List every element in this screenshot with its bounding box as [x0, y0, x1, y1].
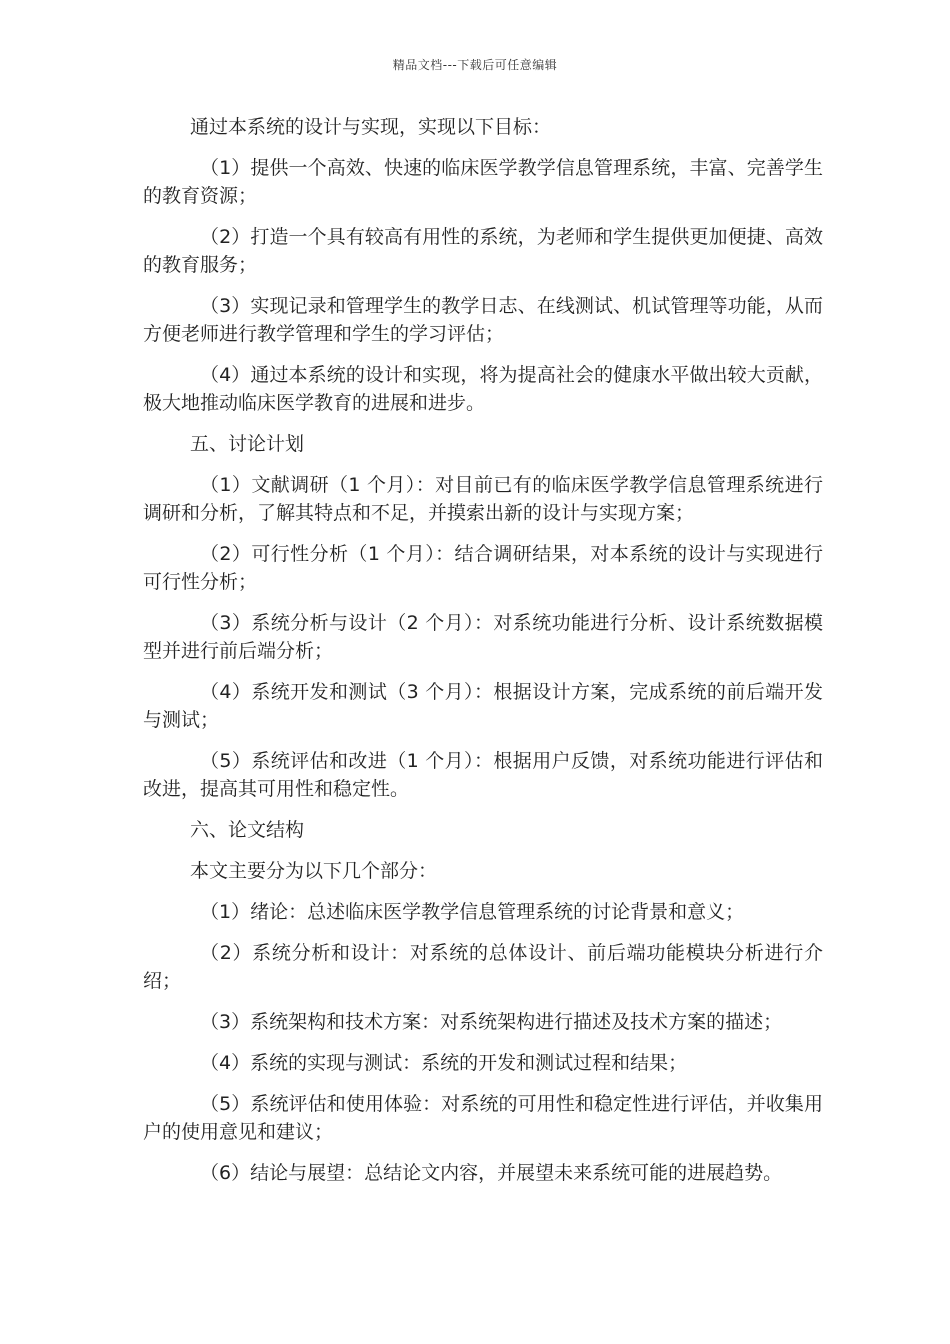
paragraph-structure-1: （1）绪论：总述临床医学教学信息管理系统的讨论背景和意义； [200, 901, 745, 923]
paragraph-plan-5: （5）系统评估和改进（1 个月）：根据用户反馈，对系统功能进行评估和改进，提高其可用性和稳定性。 [143, 750, 823, 800]
paragraph-structure-5: （5）系统评估和使用体验：对系统的可用性和稳定性进行评估，并收集用户的使用意见和建议； [143, 1093, 823, 1143]
page-header: 精品文档---下载后可任意编辑 [392, 58, 558, 72]
paragraph-structure-4: （4）系统的实现与测试：系统的开发和测试过程和结果； [200, 1052, 688, 1074]
paragraph-plan-4: （4）系统开发和测试（3 个月）：根据设计方案，完成系统的前后端开发与测试； [143, 681, 823, 731]
paragraph-plan-2: （2）可行性分析（1 个月）：结合调研结果，对本系统的设计与实现进行可行性分析； [143, 543, 823, 593]
paragraph-plan-3: （3）系统分析与设计（2 个月）：对系统功能进行分析、设计系统数据模型并进行前后端分析； [143, 612, 823, 662]
paragraph-goal-2: （2）打造一个具有较高有用性的系统，为老师和学生提供更加便捷、高效的教育服务； [143, 226, 823, 276]
paragraph-structure-6: （6）结论与展望：总结论文内容，并展望未来系统可能的进展趋势。 [200, 1162, 783, 1184]
paragraph-plan-1: （1）文献调研（1 个月）：对目前已有的临床医学教学信息管理系统进行调研和分析，了解其特点和不足，并摸索出新的设计与实现方案； [143, 474, 823, 524]
section-heading-structure: 六、论文结构 [190, 819, 305, 841]
paragraph-goals-intro: 通过本系统的设计与实现，实现以下目标： [190, 116, 552, 138]
paragraph-goal-1: （1）提供一个高效、快速的临床医学教学信息管理系统，丰富、完善学生的教育资源； [143, 157, 823, 207]
paragraph-structure-intro: 本文主要分为以下几个部分： [190, 860, 438, 882]
paragraph-goal-3: （3）实现记录和管理学生的教学日志、在线测试、机试管理等功能，从而方便老师进行教学管理和学生的学习评估； [143, 295, 823, 345]
paragraph-structure-2: （2）系统分析和设计：对系统的总体设计、前后端功能模块分析进行介绍； [143, 942, 823, 992]
paragraph-goal-4: （4）通过本系统的设计和实现，将为提高社会的健康水平做出较大贡献，极大地推动临床医学教育的进展和进步。 [143, 364, 823, 414]
section-heading-plan: 五、讨论计划 [190, 433, 305, 455]
document-body [143, 113, 823, 1200]
paragraph-structure-3: （3）系统架构和技术方案：对系统架构进行描述及技术方案的描述； [200, 1011, 783, 1033]
